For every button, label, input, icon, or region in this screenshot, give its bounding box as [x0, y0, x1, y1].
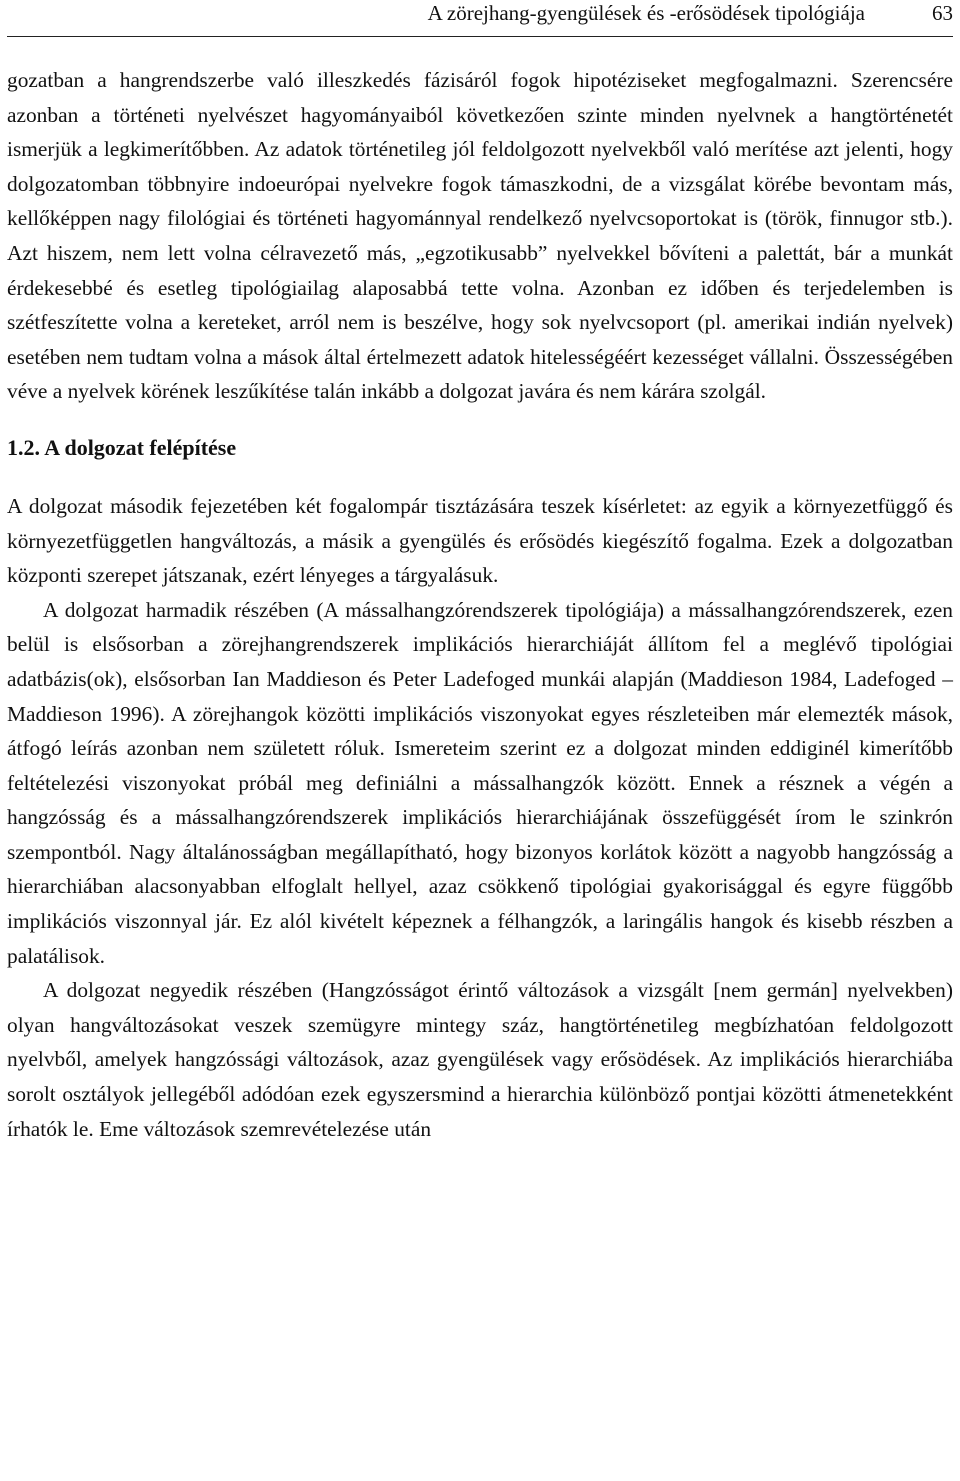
paragraph-second-chapter: A dolgozat második fejezetében két fogalompár tisztázására teszek kísérletet: az egyik a környezetfüggő és környezetfüggetlen hangváltozás, a másik a gyengülés és erősödés kiegészítő fogalma. Ezek a dolgozatban központi szerepet játszanak, ezért lényeges a tárgyalásuk.: [7, 493, 953, 588]
paragraph-fourth-part: A dolgozat negyedik részében (Hangzósságot érintő változások a vizsgált [nem germán] nyelvekben) olyan hangváltozásokat veszek szemügyre mintegy száz, hangtörténetileg megbízhatóan feldolgozott nyelvből, amelyek hangzóssági változások, azaz gyengülések vagy erősödések. Az implikációs hierarchiába sorolt osztályok jellegéből adódóan ezek egyszersmind a hierarchia különböző pontjai közötti átmenetekként írhatók le. Eme változások szemrevételezése után: [7, 978, 953, 1141]
body-text: [7, 63, 953, 1146]
running-title: A zörejhang-gyengülések és -erősödések tipológiája: [427, 1, 865, 25]
running-header: [7, 0, 953, 37]
page-number: 63: [932, 1, 953, 25]
paragraph-intro: gozatban a hangrendszerbe való illeszkedés fázisáról fogok hipotéziseket megfogalmazni. Szerencsére azonban a történeti nyelvészet hagyományaiból következően szinte minden nyelvnek a hangtörténetét ismerjük a legkimerítőbben. Az adatok történetileg jól feldolgozott nyelvekből való merítése azt jelenti, hogy dolgozatomban többnyire indoeurópai nyelvekre fogok támaszkodni, de a vizsgálat körébe bevontam más, kellőképpen nagy filológiai és történeti hagyománnyal rendelkező nyelvcsoportokat is (török, finnugor stb.). Azt hiszem, nem lett volna célravezető más, „egzotikusabb” nyelvekkel bővíteni a palettát, bár a munkát érdekesebbé és esetleg tipológiailag alaposabbá tette volna. Azonban ez időben és terjedelemben is szétfeszítette volna a kereteket, arról nem is beszélve, hogy sok nyelvcsoport (pl. amerikai indián nyelvek) esetében nem tudtam volna a mások által értelmezett adatok hitelességéért kezességet vállalni. Összességében véve a nyelvek körének leszűkítése talán inkább a dolgozat javára és nem kárára szolgál.: [7, 68, 953, 404]
section-heading: 1.2. A dolgozat felépítése: [7, 434, 237, 460]
document-page: [7, 0, 953, 1146]
paragraph-third-part: A dolgozat harmadik részében (A mássalhangzórendszerek tipológiája) a mássalhangzórendszerek, ezen belül is elsősorban a zörejhangrendszerek implikációs hierarchiáját állítom fel a meglévő tipológiai adatbázis(ok), elsősorban Ian Maddieson és Peter Ladefoged munkái alapján (Maddieson 1984, Ladefoged – Maddieson 1996). A zörejhangok közötti implikációs viszonyokat egyes részleteiben már elemezték mások, átfogó leírás azonban nem született róluk. Ismereteim szerint ez a dolgozat minden eddiginél kimerítőbb feltételezési viszonyokat próbál meg definiálni a mássalhangzók között. Ennek a résznek a végén a hangzósság és a mássalhangzórendszerek implikációs hierarchiájának összefüggését írom le szinkrón szempontból. Nagy általánosságban megállapítható, hogy bizonyos korlátok között a nagyobb hangzósság a hierarchiában alacsonyabban elfoglalt hellyel, azaz csökkenő tipológiai gyakorisággal és egyre függőbb implikációs viszonnyal jár. Ez alól kivételt képeznek a félhangzók, a laringális hangok és kisebb részben a palatálisok.: [7, 597, 953, 968]
